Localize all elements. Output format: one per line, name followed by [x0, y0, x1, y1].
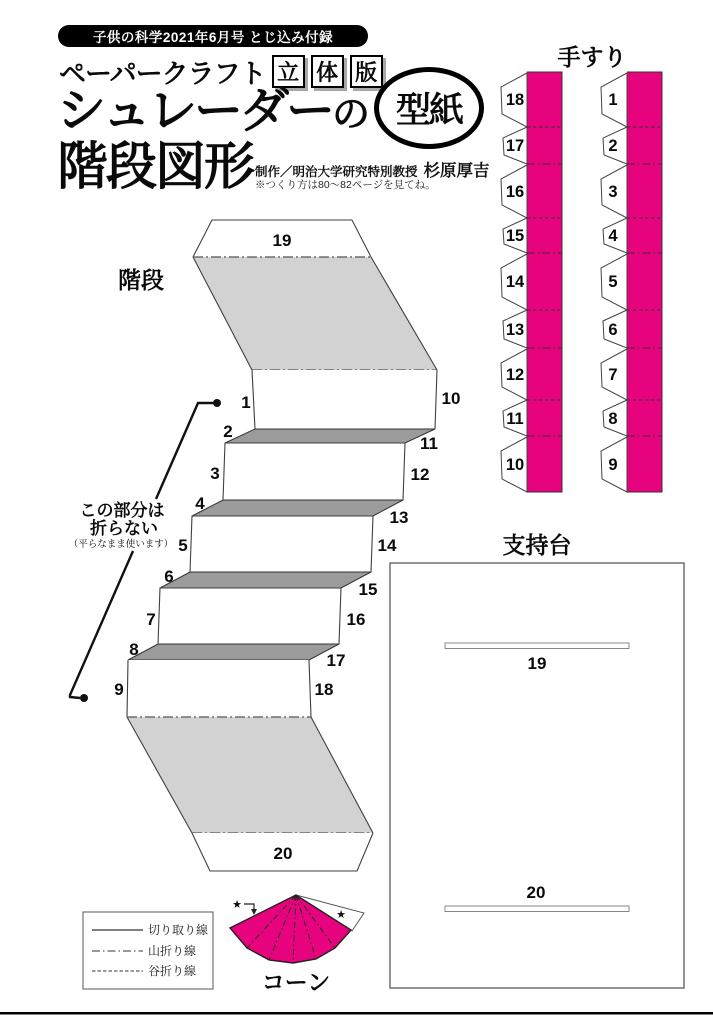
strip-number: 4: [608, 227, 618, 245]
credit-role: 制作／明治大学研究特別教授: [255, 165, 418, 179]
magenta-band: [627, 72, 662, 492]
strip-number: 17: [505, 137, 525, 155]
strip-number: 5: [608, 273, 618, 291]
support-base: [390, 532, 684, 988]
legend-mountain-label: 山折り線: [148, 944, 197, 958]
line-legend: [83, 912, 213, 989]
strip-number: 12: [505, 366, 525, 384]
stair-riser: [190, 516, 373, 572]
upper-flat-panel: [193, 257, 437, 370]
stair-number: 8: [129, 640, 139, 659]
stair-number: 17: [326, 651, 346, 670]
handrail-strip-left: [501, 72, 562, 492]
edition-box-char: 体: [311, 55, 344, 88]
stair-number: 7: [146, 610, 156, 629]
stair-number: 1: [241, 393, 251, 412]
strip-number: 1: [608, 91, 618, 109]
star-mark: ★: [336, 909, 346, 921]
stair-number: 6: [164, 567, 174, 586]
stair-number: 2: [223, 422, 233, 441]
stair-riser: [127, 660, 311, 717]
stair-number: 10: [441, 389, 461, 408]
main-title-suffix: の: [332, 94, 368, 136]
strip-number: 16: [505, 183, 525, 201]
stair-number: 3: [210, 464, 220, 483]
stair-number: 5: [178, 536, 188, 555]
strip-number: 10: [505, 456, 525, 474]
pattern-stamp: 型紙: [374, 67, 484, 149]
stair-number: 11: [420, 434, 438, 453]
stair-number: 4: [195, 494, 205, 513]
lower-flat-panel: [127, 717, 373, 833]
magenta-band: [527, 72, 562, 492]
stair-number: 14: [377, 536, 397, 555]
annotation-line3: （平らなまま使います）: [68, 539, 174, 550]
stair-number: 18: [314, 680, 334, 699]
issue-badge: 子供の科学2021年6月号 とじ込み付録: [58, 25, 368, 47]
strip-number: 7: [608, 366, 618, 384]
strip-number: 6: [608, 321, 618, 339]
stair-number: 9: [114, 680, 124, 699]
strip-number: 8: [608, 410, 618, 428]
star-mark: ★: [232, 899, 242, 911]
slot-number: 19: [527, 654, 547, 673]
edition-box-char: 版: [350, 55, 383, 88]
cone-piece: [230, 895, 364, 995]
strip-number: 3: [608, 183, 618, 201]
stair-number: 13: [389, 508, 409, 527]
strip-number: 13: [505, 321, 525, 339]
handrail-section: [501, 44, 662, 492]
handrail-label: 手すり: [557, 44, 627, 70]
slot-number: 20: [526, 883, 546, 902]
page-bottom-rule: [0, 1012, 713, 1015]
strip-number: 15: [505, 227, 525, 245]
stair-tread: [225, 429, 435, 443]
main-title-text: シュレーダー: [57, 84, 333, 138]
series-title: ペーパークラフト: [59, 59, 266, 89]
stair-riser: [223, 443, 405, 500]
tab-number-19: 19: [272, 231, 292, 250]
slot-19: [445, 643, 629, 649]
pointer-dot: [213, 399, 221, 407]
cone-label: コーン: [261, 969, 331, 995]
stair-tread: [192, 500, 403, 516]
stair-tread: [128, 644, 339, 660]
strip-number: 9: [608, 456, 618, 474]
pointer-line-upper: [156, 403, 216, 499]
pointer-line-lower: [70, 551, 133, 698]
stair-number: 12: [410, 465, 430, 484]
stairs-label: 階段: [118, 267, 164, 293]
pointer-dot: [80, 694, 88, 702]
stair-tread: [160, 572, 371, 588]
legend-valley-label: 谷折り線: [148, 964, 197, 978]
strip-number: 11: [506, 410, 524, 428]
support-panel: [390, 563, 684, 988]
strip-number: 2: [608, 137, 618, 155]
tab-number-20: 20: [273, 844, 293, 863]
legend-cut-label: 切り取り線: [148, 923, 209, 937]
stair-riser: [158, 588, 341, 644]
strip-number: 14: [505, 273, 525, 291]
edition-box-char: 立: [272, 55, 305, 88]
annotation-line2: 折らない: [90, 519, 158, 538]
main-title-line2: 階段図形: [57, 138, 254, 195]
annotation-line1: この部分は: [79, 501, 165, 520]
stair-number: 15: [358, 580, 378, 599]
support-label: 支持台: [502, 532, 572, 558]
stair-riser: [252, 370, 437, 429]
handrail-strip-right: [601, 72, 662, 492]
strip-number: 18: [505, 91, 525, 109]
star-arrowhead: [251, 909, 257, 915]
credit-name: 杉原厚吉: [423, 162, 490, 180]
stair-number: 16: [346, 610, 366, 629]
slot-20: [445, 906, 629, 912]
howto-note: ※つくり方は80～82ページを見てね。: [255, 179, 436, 191]
